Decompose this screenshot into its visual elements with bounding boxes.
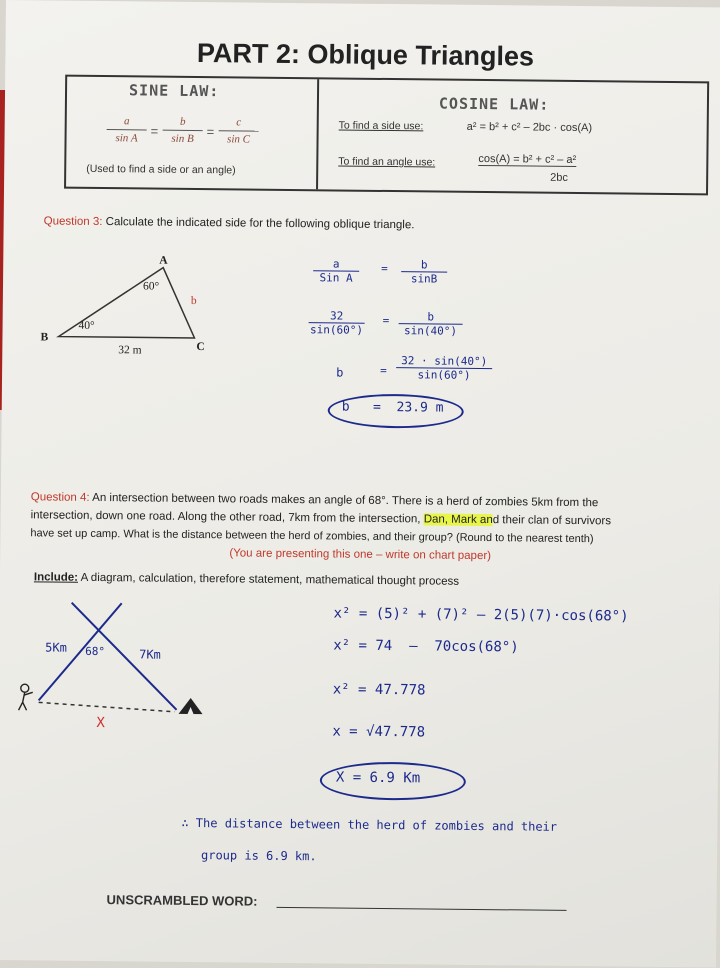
q3-row3-left: b (336, 365, 344, 380)
cosine-side-formula: a² = b² + c² – 2bc · cos(A) (466, 120, 593, 135)
equals-sign: = (150, 123, 159, 139)
question-4-line1-text: An intersection between two roads makes an angle of 68°. There is a herd of zombies 5km from the (92, 491, 599, 510)
unknown-distance-line (39, 702, 175, 711)
vertex-c-label: C (196, 341, 205, 354)
hand-numerator: b (399, 310, 463, 325)
equals-sign: = (380, 363, 387, 378)
cosine-angle-denominator: 2bc (550, 171, 568, 184)
question-4-line3: have set up camp. What is the distance between the herd of zombies, and their group? (Round to the nearest tenth) (30, 527, 594, 546)
question-4-line2-post: d their clan of survivors (492, 514, 612, 528)
equals-sign: = (381, 261, 388, 276)
q4-work-line3: x² = 47.778 (332, 681, 426, 699)
vertex-a-label: A (159, 254, 168, 267)
fraction-numerator: c (219, 116, 259, 131)
question-4-label: Question 4: (30, 491, 90, 504)
hand-numerator: 32 · sin(40°) (396, 354, 492, 369)
fraction-denominator: sin C (227, 133, 251, 146)
q4-side-5km-label: 5Km (45, 640, 67, 655)
camp-tent-icon (179, 698, 203, 714)
q4-side-7km-label: 7Km (139, 647, 161, 662)
cosine-law-heading: COSINE LAW: (438, 94, 550, 114)
hand-denominator: sin(60°) (309, 323, 364, 337)
q4-unknown-x-label: X (96, 714, 105, 732)
q4-work-line4: x = √47.778 (332, 723, 426, 741)
q4-work-line1: x² = (5)² + (7)² – 2(5)(7)·cos(68°) (333, 605, 629, 625)
hand-denominator: sin(60°) (417, 368, 471, 382)
cosine-angle-numerator: cos(A) = b² + c² – a² (478, 152, 577, 166)
q4-work-line2: x² = 74 – 70cos(68°) (333, 637, 519, 656)
angle-b-label: 40° (78, 319, 95, 332)
hand-numerator: b (401, 258, 447, 272)
hand-denominator: Sin A (319, 271, 353, 285)
fraction-numerator: a (107, 115, 147, 130)
therefore-statement-line1: ∴ The distance between the herd of zombies and their (181, 815, 558, 834)
question-3-text: Calculate the indicated side for the following oblique triangle. (105, 216, 415, 232)
hand-numerator: 32 (309, 309, 365, 324)
equals-sign: = (382, 313, 390, 328)
angle-a-label: 60° (142, 280, 160, 293)
unscrambled-word-label: UNSCRAMBLED WORD: (106, 892, 258, 909)
include-label: Include: (33, 571, 79, 584)
highlighted-names: Dan, Mark an (423, 513, 493, 527)
hand-denominator: sinB (410, 272, 438, 286)
cosine-side-label: To find a side use: (338, 119, 424, 133)
side-b-label: b (190, 294, 197, 308)
q3-answer: b = 23.9 m (341, 399, 444, 416)
cosine-angle-label: To find an angle use: (338, 155, 436, 169)
fraction-denominator: sin B (171, 132, 194, 145)
equals-sign: = (206, 124, 215, 140)
sine-law-note: (Used to find a side or an angle) (86, 162, 236, 177)
side-a-label: 32 m (118, 344, 142, 357)
fraction-numerator: b (163, 116, 203, 131)
page-title: PART 2: Oblique Triangles (196, 38, 535, 72)
zombie-stick-figure-icon (19, 684, 33, 710)
question-4-line2-pre: intersection, down one road. Along the other road, 7km from the intersection, (30, 509, 424, 526)
hand-numerator: a (313, 257, 359, 271)
q4-answer: X = 6.9 Km (335, 769, 421, 787)
q4-angle-label: 68° (85, 644, 106, 659)
question-4-note: (You are presenting this one – write on chart paper) (229, 547, 492, 563)
therefore-statement-line2: group is 6.9 km. (200, 848, 317, 864)
hand-denominator: sin(40°) (403, 324, 458, 338)
vertex-b-label: B (40, 331, 49, 344)
sine-law-heading: SINE LAW: (128, 81, 220, 101)
include-text: A diagram, calculation, therefore statement, mathematical thought process (80, 571, 460, 588)
fraction-denominator: sin A (115, 132, 138, 145)
question-3-label: Question 3: (43, 215, 103, 229)
